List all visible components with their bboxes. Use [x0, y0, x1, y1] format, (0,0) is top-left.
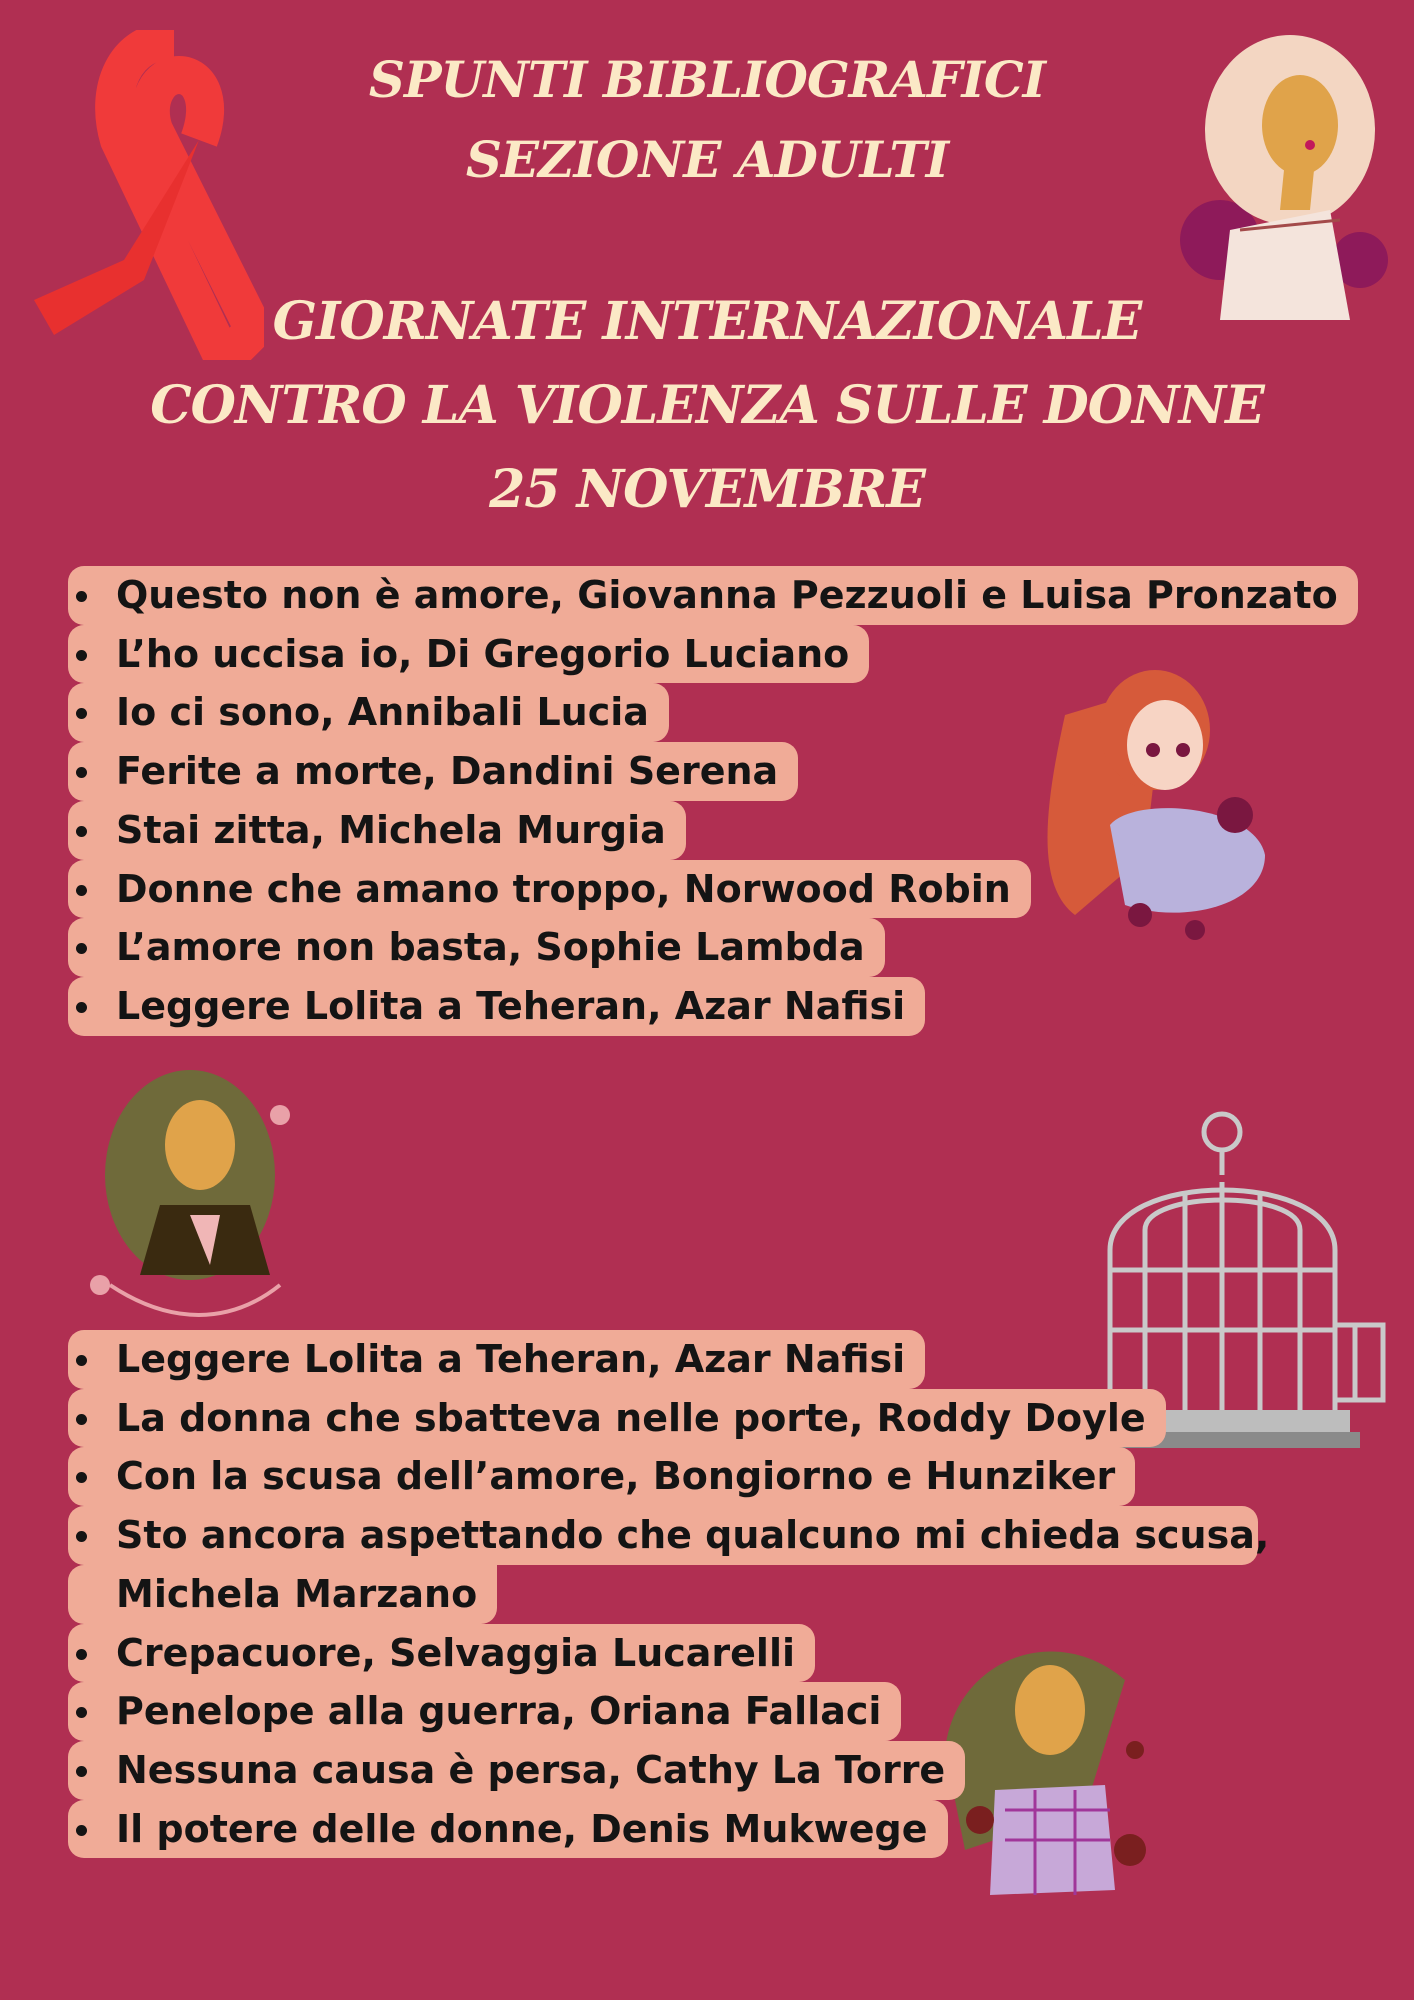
- list-item: Io ci sono, Annibali Lucia: [68, 683, 669, 742]
- title-line-5: 25 NOVEMBRE: [489, 459, 925, 520]
- list-item: Ferite a morte, Dandini Serena: [68, 742, 798, 801]
- list-item: Stai zitta, Michela Murgia: [68, 801, 686, 860]
- list-item: L’amore non basta, Sophie Lambda: [68, 918, 885, 977]
- list-item: L’ho uccisa io, Di Gregorio Luciano: [68, 625, 869, 684]
- list-item: Crepacuore, Selvaggia Lucarelli: [68, 1624, 815, 1683]
- list-item: Con la scusa dell’amore, Bongiorno e Hunziker: [68, 1447, 1135, 1506]
- list-item: Nessuna causa è persa, Cathy La Torre: [68, 1741, 965, 1800]
- list-item: Il potere delle donne, Denis Mukwege: [68, 1800, 948, 1859]
- list-item: La donna che sbatteva nelle porte, Roddy Doyle: [68, 1389, 1166, 1448]
- list-item-continuation: Michela Marzano: [68, 1565, 497, 1624]
- list-item: Donne che amano troppo, Norwood Robin: [68, 860, 1031, 919]
- list-item: Questo non è amore, Giovanna Pezzuoli e Luisa Pronzato: [68, 566, 1358, 625]
- list-item: Penelope alla guerra, Oriana Fallaci: [68, 1682, 901, 1741]
- title-line-2: SEZIONE ADULTI: [465, 130, 949, 189]
- title-line-1: SPUNTI BIBLIOGRAFICI: [368, 50, 1046, 109]
- awareness-ribbon-icon: [24, 30, 264, 360]
- title-line-3: GIORNATE INTERNAZIONALE: [272, 291, 1142, 352]
- book-list-2: [68, 1330, 1270, 1858]
- list-item: Sto ancora aspettando che qualcuno mi chieda scusa,: [68, 1506, 1258, 1565]
- list-item: Leggere Lolita a Teheran, Azar Nafisi: [68, 977, 925, 1036]
- woman-olive-hair-illustration: [80, 1055, 320, 1325]
- list-item: Leggere Lolita a Teheran, Azar Nafisi: [68, 1330, 925, 1389]
- book-list-1: [68, 566, 1358, 1036]
- woman-blonde-illustration: [1160, 30, 1390, 330]
- title-line-4: CONTRO LA VIOLENZA SULLE DONNE: [150, 375, 1264, 436]
